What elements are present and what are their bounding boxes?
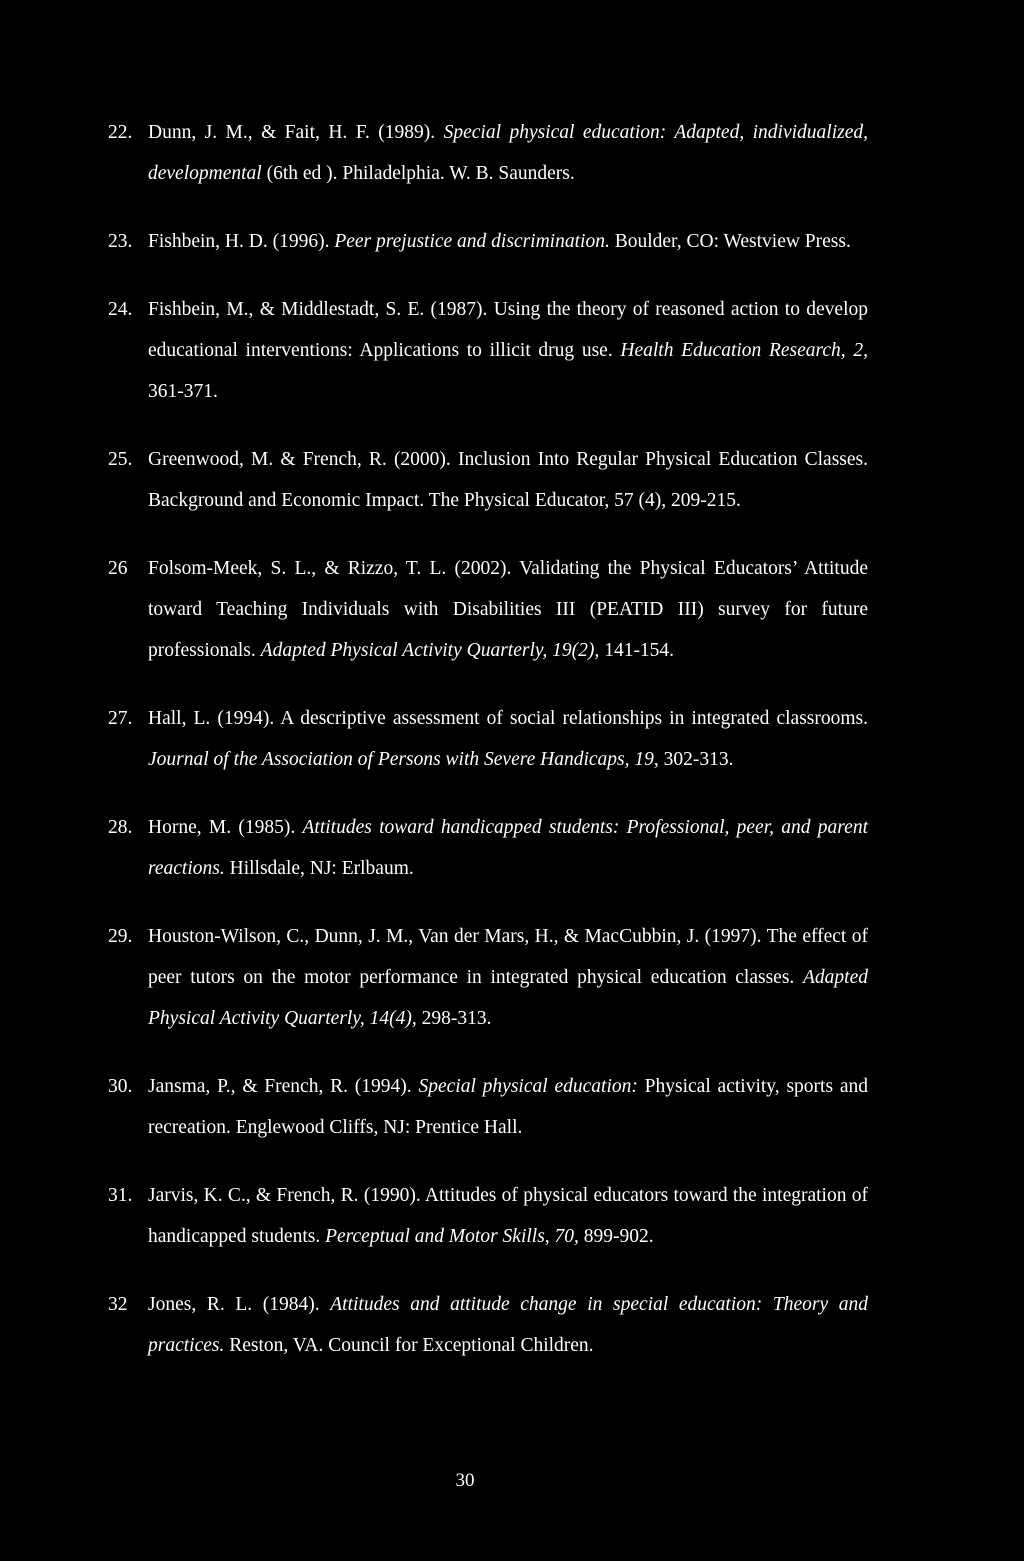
reference-text-part: Reston, VA. Council for Exceptional Children. bbox=[224, 1335, 594, 1356]
reference-item bbox=[108, 548, 868, 671]
reference-title: Attitudes and attitude change in special education: Theory and practices. bbox=[148, 1294, 868, 1356]
reference-text bbox=[108, 807, 868, 889]
reference-text-part: (6th ed ). Philadelphia. W. B. Saunders. bbox=[261, 163, 575, 184]
reference-text bbox=[108, 1284, 868, 1366]
reference-journal: Perceptual and Motor Skills, 70, bbox=[325, 1226, 579, 1247]
reference-text-part: 298-313. bbox=[416, 1008, 492, 1029]
reference-number: 28. bbox=[108, 817, 133, 838]
reference-text bbox=[108, 1066, 868, 1148]
reference-journal: Journal of the Association of Persons with Severe Handicaps, 19, bbox=[148, 749, 659, 770]
reference-text-part: Physical activity, sports and recreation. Englewood Cliffs, NJ: Prentice Hall. bbox=[148, 1076, 869, 1138]
reference-number: 22. bbox=[108, 122, 133, 143]
reference-text-part: Horne, M. (1985). bbox=[148, 817, 303, 838]
reference-number: 25. bbox=[108, 449, 133, 470]
reference-text-part: Boulder, CO: Westview Press. bbox=[609, 231, 851, 252]
reference-title: Peer prejustice and discrimination. bbox=[334, 231, 610, 252]
reference-item bbox=[108, 807, 868, 889]
reference-text bbox=[108, 698, 868, 780]
reference-text-part: 361-371. bbox=[148, 381, 218, 402]
reference-journal: Health Education Research, 2, bbox=[620, 340, 868, 361]
reference-item bbox=[108, 439, 868, 521]
reference-number: 32 bbox=[108, 1294, 128, 1315]
reference-number: 23. bbox=[108, 231, 133, 252]
reference-text-part: Hall, L. (1994). A descriptive assessment of social relationships in integrated classrooms. bbox=[148, 708, 868, 729]
reference-text-part: Fishbein, H. D. (1996). bbox=[148, 231, 335, 252]
reference-text bbox=[108, 439, 868, 521]
reference-number: 26 bbox=[108, 558, 128, 579]
reference-item bbox=[108, 1066, 868, 1148]
reference-list bbox=[108, 112, 868, 1393]
reference-text-part: Greenwood, M. & French, R. (2000). Inclusion Into Regular Physical Education Classes. Background and Economic Impact. The Physical Educator, 57 (4), 209-215. bbox=[148, 449, 868, 511]
reference-journal: Adapted Physical Activity Quarterly, 19(2), bbox=[260, 640, 600, 661]
reference-item bbox=[108, 221, 868, 262]
reference-number: 27. bbox=[108, 708, 133, 729]
reference-title: Special physical education: Adapted, individualized, developmental bbox=[148, 122, 868, 184]
reference-item bbox=[108, 289, 868, 412]
reference-text-part: Dunn, J. M., & Fait, H. F. (1989). bbox=[148, 122, 444, 143]
reference-text-part: Jansma, P., & French, R. (1994). bbox=[148, 1076, 419, 1097]
reference-number: 29. bbox=[108, 926, 133, 947]
reference-text bbox=[108, 916, 868, 1039]
reference-text-part: Jones, R. L. (1984). bbox=[148, 1294, 331, 1315]
reference-text-part: 899-902. bbox=[578, 1226, 654, 1247]
reference-text-part: Folsom-Meek, S. L., & Rizzo, T. L. (2002). Validating the Physical Educators’ Attitude toward Teaching Individuals with Disabilities III (PEATID III) survey for future professionals. bbox=[148, 558, 868, 661]
reference-text bbox=[108, 221, 868, 262]
reference-text-part: Hillsdale, NJ: Erlbaum. bbox=[224, 858, 414, 879]
reference-text-part: Fishbein, M., & Middlestadt, S. E. (1987). Using the theory of reasoned action to develop educational interventions: Applications to illicit drug use. bbox=[148, 299, 868, 361]
reference-title: Attitudes toward handicapped students: Professional, peer, and parent reactions. bbox=[148, 817, 868, 879]
reference-number: 30. bbox=[108, 1076, 133, 1097]
reference-text bbox=[108, 112, 868, 194]
reference-item bbox=[108, 1284, 868, 1366]
reference-text-part: 302-313. bbox=[658, 749, 734, 770]
reference-title: Special physical education: bbox=[418, 1076, 638, 1097]
reference-text-part: Houston-Wilson, C., Dunn, J. M., Van der Mars, H., & MacCubbin, J. (1997). The effect of peer tutors on the motor performance in integrated physical education classes. bbox=[148, 926, 868, 988]
reference-journal: Adapted Physical Activity Quarterly, 14(4), bbox=[148, 967, 868, 1029]
reference-text bbox=[108, 289, 868, 412]
reference-item bbox=[108, 916, 868, 1039]
reference-item bbox=[108, 1175, 868, 1257]
reference-item bbox=[108, 112, 868, 194]
reference-text bbox=[108, 1175, 868, 1257]
reference-number: 24. bbox=[108, 299, 133, 320]
reference-number: 31. bbox=[108, 1185, 133, 1206]
reference-text-part: Jarvis, K. C., & French, R. (1990). Attitudes of physical educators toward the integration of handicapped students. bbox=[148, 1185, 868, 1247]
page-number: 30 bbox=[455, 1470, 475, 1491]
reference-item bbox=[108, 698, 868, 780]
reference-text-part: 141-154. bbox=[599, 640, 675, 661]
reference-text bbox=[108, 548, 868, 671]
